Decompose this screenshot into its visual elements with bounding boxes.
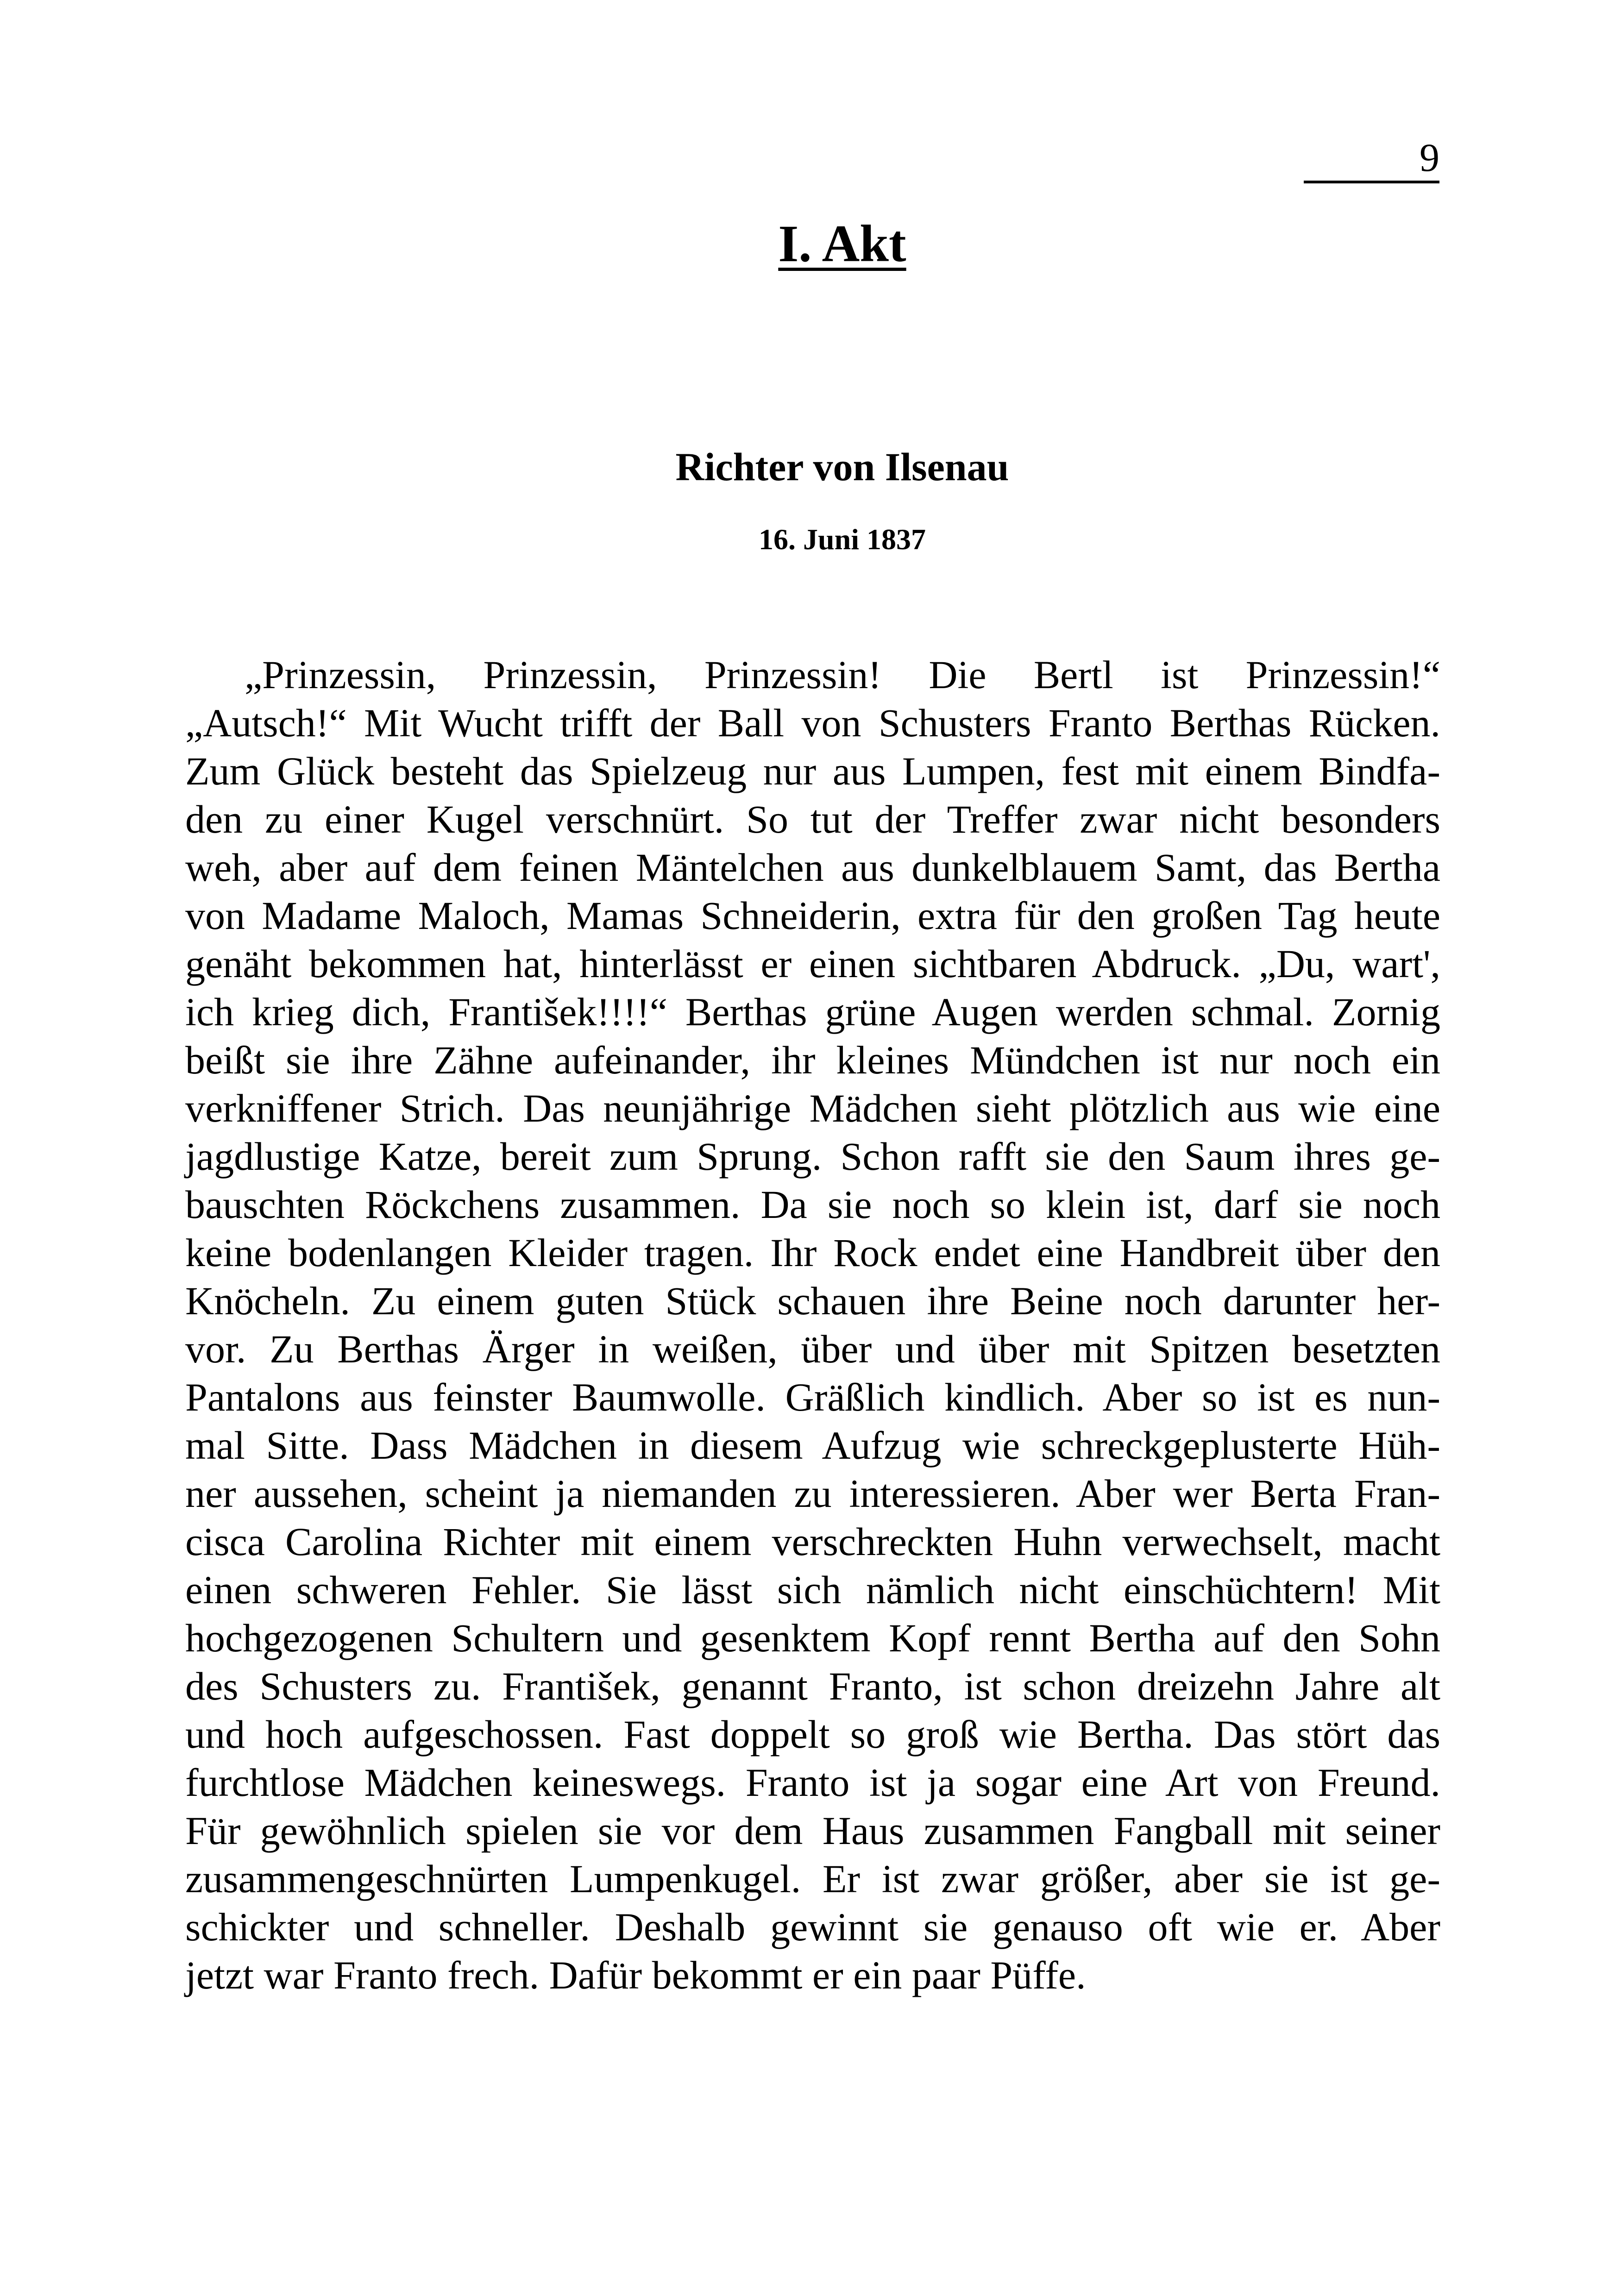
text-line: „Autsch!“ Mit Wucht trifft der Ball von Schusters Franto Berthas Rücken. [185, 701, 1440, 745]
text-line: einen schweren Fehler. Sie lässt sich nämlich nicht einschüchtern! Mit [185, 1568, 1440, 1612]
text-line: jetzt war Franto frech. Dafür bekommt er ein paar Püffe. [185, 1953, 1086, 1997]
page-number: 9 [1420, 135, 1439, 180]
text-line: furchtlose Mädchen keineswegs. Franto ist ja sogar eine Art von Freund. [185, 1760, 1440, 1805]
text-line: weh, aber auf dem feinen Mäntelchen aus dunkelblauem Samt, das Bertha [185, 845, 1440, 890]
text-line: „Prinzessin, Prinzessin, Prinzessin! Die Bertl ist Prinzessin!“ [245, 652, 1440, 697]
text-line: Pantalons aus feinster Baumwolle. Gräßlich kindlich. Aber so ist es nun- [185, 1375, 1440, 1419]
text-line: vor. Zu Berthas Ärger in weißen, über und über mit Spitzen besetzten [185, 1327, 1440, 1371]
text-line: bauschten Röckchens zusammen. Da sie noch so klein ist, darf sie noch [185, 1182, 1440, 1227]
text-line: cisca Carolina Richter mit einem verschreckten Huhn verwechselt, macht [185, 1519, 1440, 1564]
text-line: Knöcheln. Zu einem guten Stück schauen ihre Beine noch darunter her- [185, 1279, 1440, 1323]
body-paragraph [185, 651, 1440, 1999]
chapter-date: 16. Juni 1837 [759, 523, 926, 556]
text-line: ich krieg dich, František!!!!“ Berthas grüne Augen werden schmal. Zornig [185, 990, 1440, 1034]
text-line: keine bodenlangen Kleider tragen. Ihr Rock endet eine Handbreit über den [185, 1230, 1440, 1275]
text-line: Zum Glück besteht das Spielzeug nur aus Lumpen, fest mit einem Bindfa- [185, 749, 1440, 793]
text-line: und hoch aufgeschossen. Fast doppelt so groß wie Bertha. Das stört das [185, 1712, 1440, 1757]
text-line: Für gewöhnlich spielen sie vor dem Haus zusammen Fangball mit seiner [185, 1808, 1440, 1853]
text-line: genäht bekommen hat, hinterlässt er einen sichtbaren Abdruck. „Du, wart', [185, 941, 1440, 986]
chapter-title: Richter von Ilsenau [675, 445, 1009, 489]
text-line: den zu einer Kugel verschnürt. So tut der Treffer zwar nicht besonders [185, 797, 1440, 841]
header-rule [1304, 181, 1439, 183]
text-line: zusammengeschnürten Lumpenkugel. Er ist zwar größer, aber sie ist ge- [185, 1857, 1440, 1901]
text-line: beißt sie ihre Zähne aufeinander, ihr kleines Mündchen ist nur noch ein [185, 1038, 1440, 1082]
text-line: verkniffener Strich. Das neunjährige Mädchen sieht plötzlich aus wie eine [185, 1086, 1440, 1130]
text-line: schickter und schneller. Deshalb gewinnt sie genauso oft wie er. Aber [185, 1905, 1440, 1949]
text-line: mal Sitte. Dass Mädchen in diesem Aufzug wie schreckgeplusterte Hüh- [185, 1423, 1440, 1468]
text-line: des Schusters zu. František, genannt Franto, ist schon dreizehn Jahre alt [185, 1664, 1440, 1708]
act-title: I. Akt [778, 215, 906, 273]
text-line: ner aussehen, scheint ja niemanden zu interessieren. Aber wer Berta Fran- [185, 1471, 1440, 1516]
text-line: von Madame Maloch, Mamas Schneiderin, extra für den großen Tag heute [185, 893, 1440, 938]
text-line: hochgezogenen Schultern und gesenktem Kopf rennt Bertha auf den Sohn [185, 1616, 1440, 1660]
text-line: jagdlustige Katze, bereit zum Sprung. Schon rafft sie den Saum ihres ge- [185, 1134, 1440, 1179]
